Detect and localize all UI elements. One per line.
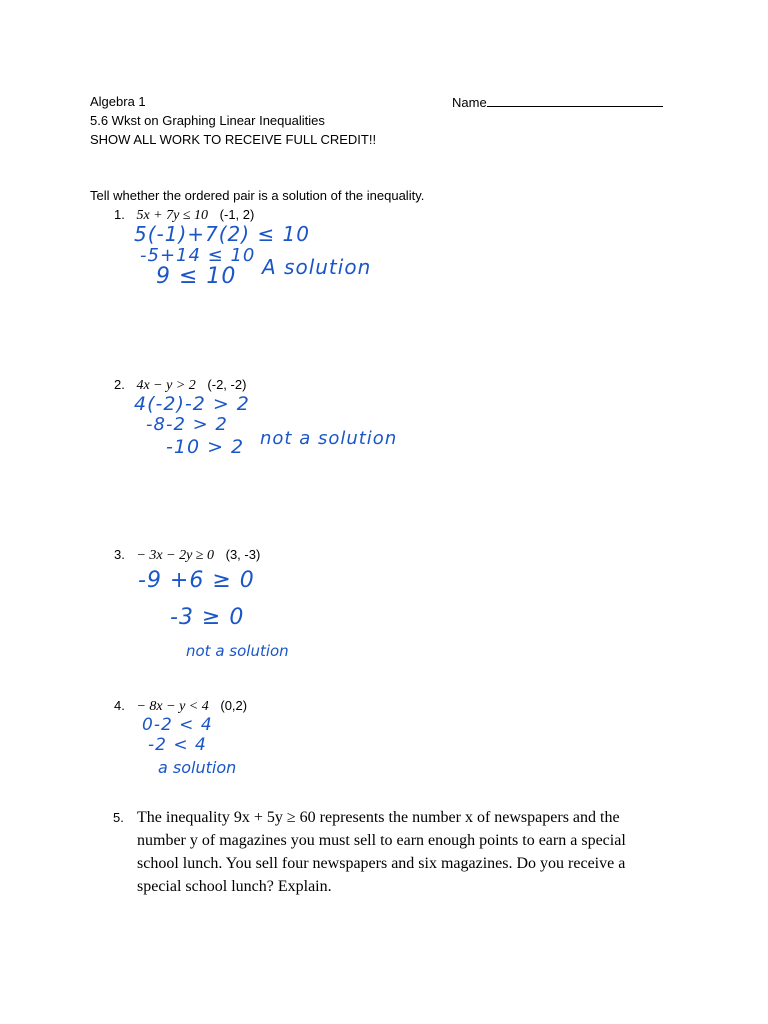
work-answer: not a solution — [186, 642, 289, 660]
instruction-text: SHOW ALL WORK TO RECEIVE FULL CREDIT!! — [90, 132, 377, 147]
problem-4 — [114, 698, 247, 715]
problem-pair: (-2, -2) — [207, 377, 247, 392]
name-label: Name — [452, 95, 487, 110]
work-line: 0-2 < 4 — [142, 715, 213, 735]
worksheet-title: 5.6 Wkst on Graphing Linear Inequalities — [90, 113, 325, 128]
problem-inequality: − 8x − y < 4 — [136, 699, 209, 714]
problem-inequality: − 3x − 2y ≥ 0 — [136, 548, 214, 563]
directions-text: Tell whether the ordered pair is a solution of the inequality. — [90, 188, 425, 203]
work-line: -8-2 > 2 — [146, 414, 228, 435]
problem-2 — [114, 377, 246, 394]
work-line: -10 > 2 — [166, 436, 245, 458]
work-line: -5+14 ≤ 10 — [140, 245, 256, 266]
problem-pair: (0,2) — [220, 698, 248, 713]
problem-number: 5. — [113, 810, 124, 825]
problem-number: 1. — [114, 207, 125, 222]
work-line: -2 < 4 — [148, 735, 207, 755]
work-line: -9 +6 ≥ 0 — [138, 568, 255, 593]
problem-inequality: 5x + 7y ≤ 10 — [136, 208, 209, 223]
work-line: 9 ≤ 10 — [156, 264, 237, 289]
course-title: Algebra 1 — [90, 94, 146, 109]
work-answer: not a solution — [260, 428, 398, 449]
problem-number: 2. — [114, 377, 125, 392]
work-line: 5(-1)+7(2) ≤ 10 — [134, 222, 311, 246]
work-answer: A solution — [262, 255, 372, 279]
work-line: -3 ≥ 0 — [170, 605, 245, 630]
problem-5 — [113, 806, 667, 898]
problem-number: 3. — [114, 547, 125, 562]
problem-pair: (3, -3) — [225, 547, 261, 562]
name-field[interactable] — [452, 94, 663, 111]
problem-5-text: The inequality 9x + 5y ≥ 60 represents the number x of newspapers and the number y of magazines you must sell to earn enough points to earn a special school lunch. You sell four newspapers and six magazines. Do you receive a special school lunch? Explain. — [137, 809, 626, 895]
problem-number: 4. — [114, 698, 125, 713]
problem-inequality: 4x − y > 2 — [136, 378, 196, 393]
name-line[interactable] — [487, 94, 663, 107]
problem-3 — [114, 547, 260, 564]
work-answer: a solution — [158, 758, 237, 777]
problem-pair: (-1, 2) — [219, 207, 255, 222]
work-line: 4(-2)-2 > 2 — [134, 393, 250, 415]
